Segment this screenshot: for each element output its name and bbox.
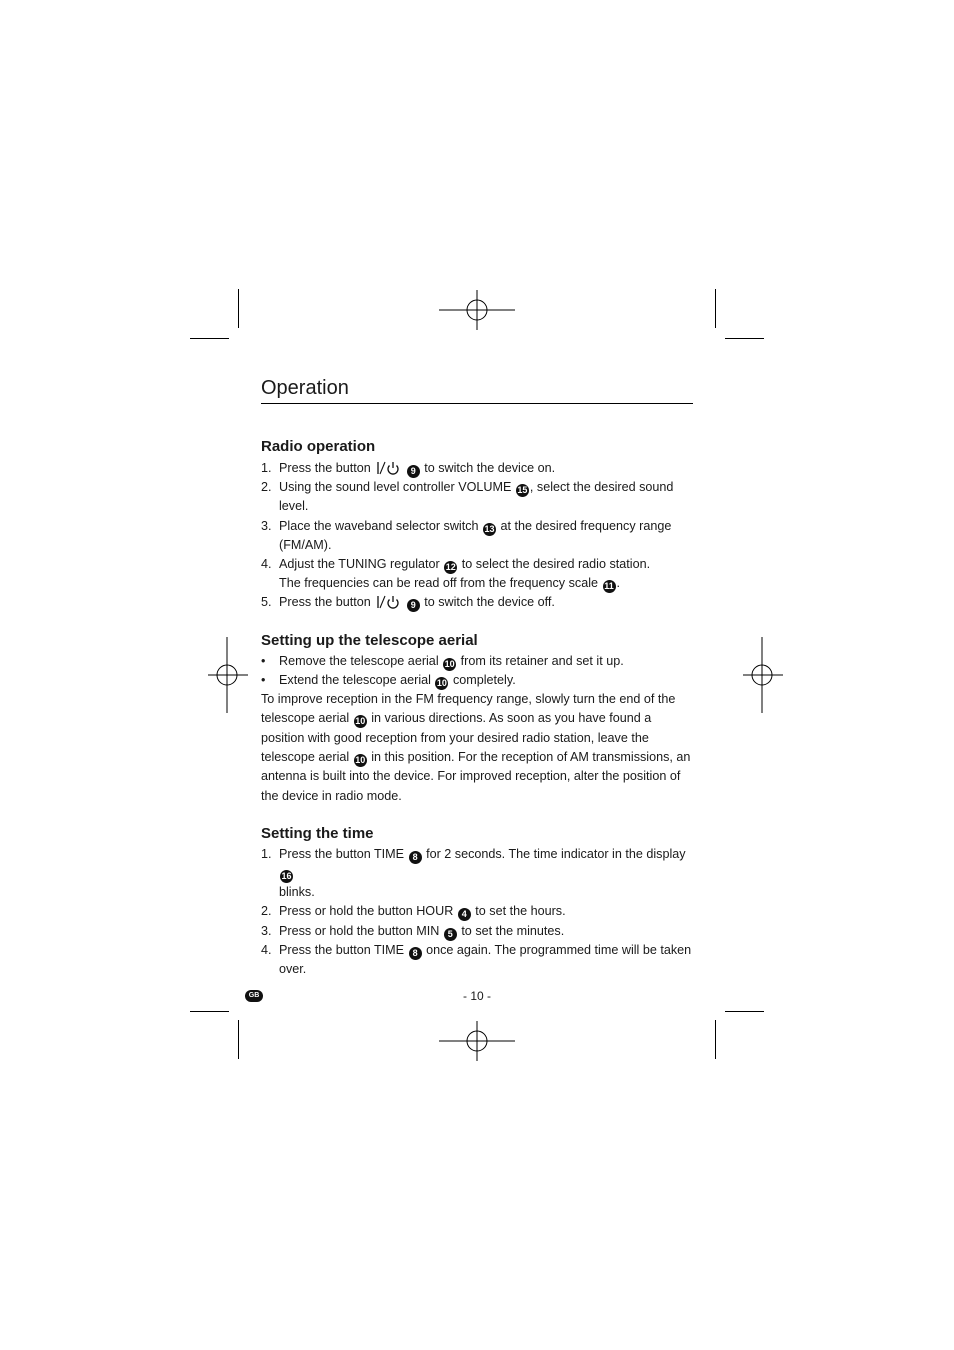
paragraph-text: in various directions. As soon as you have found a position with good reception from your desired radio station, leave the telescope aerial [261, 711, 652, 764]
callout-number: 9 [407, 599, 420, 612]
callout-number: 15 [517, 485, 528, 496]
aerial-bullets [261, 652, 693, 690]
callout-number: 8 [409, 947, 422, 960]
callout-number: 10 [355, 716, 366, 727]
item-number: 1. [261, 461, 272, 475]
callout-number: 10 [436, 677, 447, 688]
item-text: Press the button [279, 461, 371, 475]
section-heading: Setting the time [261, 824, 374, 842]
list-item [261, 459, 693, 478]
list-item [261, 478, 693, 516]
item-text: to switch the device on. [424, 461, 556, 475]
item-text: , select the desired sound level. [279, 480, 674, 514]
time-steps [261, 845, 693, 979]
crop-mark [725, 1011, 764, 1012]
crop-mark [238, 1020, 239, 1059]
callout-number: 13 [484, 523, 495, 534]
callout-number: 10 [444, 658, 455, 669]
section-heading: Setting up the telescope aerial [261, 631, 478, 649]
paragraph-text: in this position. For the reception of AM transmissions, an antenna is built into the device. For improved reception, alter the position of the device in radio mode. [261, 749, 691, 803]
section-time [261, 824, 693, 979]
callout-number: 4 [458, 908, 471, 921]
item-number: 3. [261, 923, 272, 938]
registration-mark-icon [190, 637, 266, 713]
power-standby-icon [376, 461, 400, 475]
list-item [261, 941, 693, 979]
list-item [261, 922, 693, 941]
item-text: The frequencies can be read off from the frequency scale [279, 576, 598, 591]
callout-number: 16 [281, 871, 292, 882]
callout-number: 5 [444, 928, 457, 941]
item-text: to set the minutes. [461, 923, 565, 938]
item-text: Place the waveband selector switch [279, 518, 479, 533]
list-item [261, 555, 693, 593]
item-text: Press or hold the button HOUR [279, 904, 454, 919]
item-text: Remove the telescope aerial [279, 653, 439, 668]
radio-steps [261, 459, 693, 613]
section-heading: Radio operation [261, 438, 376, 455]
crop-mark [190, 338, 229, 339]
crop-mark [715, 1020, 716, 1059]
power-standby-icon [376, 595, 400, 609]
list-item [261, 593, 693, 612]
bullet-icon: • [261, 672, 266, 687]
aerial-paragraph [261, 690, 693, 806]
callout-number: 12 [445, 562, 456, 573]
section-radio [261, 437, 693, 613]
paragraph-text: To improve reception in the FM frequency range, slowly turn the end of the telescope aerial [261, 692, 676, 726]
registration-mark-icon [439, 1003, 515, 1079]
registration-mark-icon [439, 272, 515, 348]
item-number: 3. [261, 518, 272, 533]
item-text: Using the sound level controller VOLUME [279, 480, 512, 495]
list-item [261, 671, 693, 690]
item-text: Extend the telescope aerial [279, 672, 431, 687]
list-item [261, 652, 693, 671]
list-item [261, 845, 693, 903]
page-content [261, 374, 693, 979]
callout-number: 11 [604, 581, 614, 592]
item-number: 4. [261, 942, 272, 957]
crop-mark [715, 289, 716, 328]
item-number: 2. [261, 904, 272, 919]
item-text: for 2 seconds. The time indicator in the display [426, 846, 686, 861]
item-text: from its retainer and set it up. [460, 653, 624, 668]
crop-mark [190, 1011, 229, 1012]
item-text: blinks. [279, 885, 315, 900]
language-badge: GB [245, 990, 263, 1002]
section-aerial [261, 631, 693, 806]
item-text: to switch the device off. [424, 595, 555, 610]
crop-mark [725, 338, 764, 339]
item-text: Adjust the TUNING regulator [279, 557, 440, 572]
registration-mark-icon [725, 637, 801, 713]
item-text: to select the desired radio station. [461, 557, 651, 572]
item-text: once again. The programmed time will be taken over. [279, 942, 692, 977]
page-number: - 10 - [462, 989, 491, 1003]
item-text: completely. [452, 672, 516, 687]
item-text: Press the button TIME [279, 846, 405, 861]
item-text: Press the button [279, 595, 371, 610]
list-item [261, 517, 693, 555]
item-text: at the desired frequency range (FM/AM). [279, 518, 672, 552]
item-text: Press the button TIME [279, 942, 405, 957]
item-text: Press or hold the button MIN [279, 923, 440, 938]
page-title: Operation [261, 374, 693, 404]
callout-number: 8 [409, 851, 422, 864]
item-number: 5. [261, 595, 272, 610]
bullet-icon: • [261, 653, 266, 668]
item-number: 4. [261, 557, 272, 572]
item-text: . [616, 576, 620, 591]
callout-number: 10 [355, 754, 366, 765]
item-number: 1. [261, 846, 272, 861]
item-text: to set the hours. [475, 904, 566, 919]
item-number: 2. [261, 480, 272, 495]
list-item [261, 902, 693, 921]
crop-mark [238, 289, 239, 328]
callout-number: 9 [407, 465, 420, 478]
